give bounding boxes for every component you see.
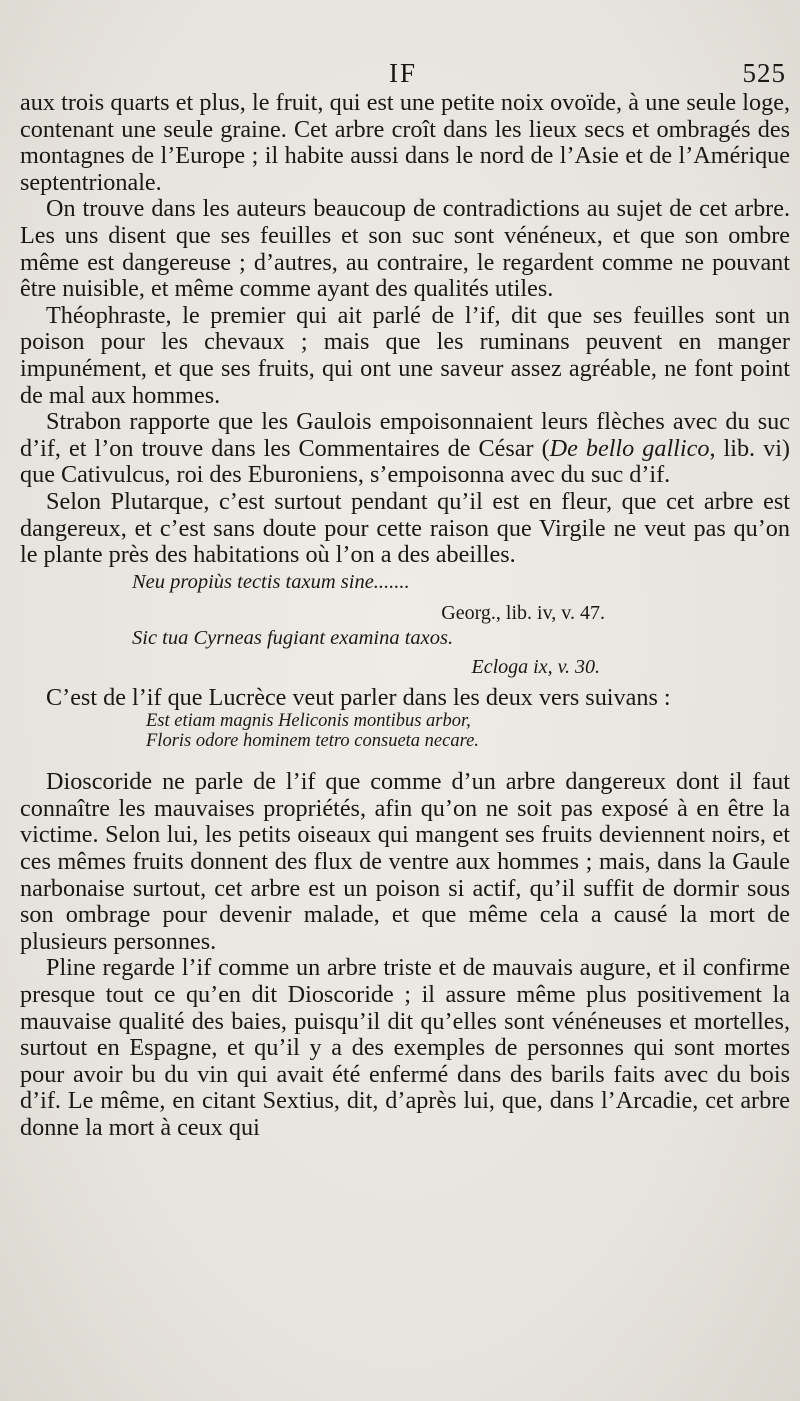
- virgil-quote-eclogues: Sic tua Cyrneas fugiant examina taxos.: [132, 626, 454, 649]
- paragraph-contradictions: On trouve dans les auteurs beaucoup de contradictions au sujet de cet arbre. Les uns disent que ses feuilles et son suc sont vénéneux, et que son ombre même est dangereuse ; d’autres, au contraire, le regardent comme ne pouvant être nuisible, et même comme ayant des qualités utiles.: [20, 195, 790, 303]
- paragraph-continuation: aux trois quarts et plus, le fruit, qui est une petite noix ovoïde, à une seule loge, contenant une seule graine. Cet arbre croît dans les lieux secs et ombragés des montagnes de l’Europe ; il habite aussi dans le nord de l’Asie et de l’Amérique septentrionale.: [20, 89, 790, 196]
- lucretius-verse-1: Est etiam magnis Heliconis montibus arbor,: [146, 711, 471, 732]
- running-title: IF: [388, 58, 417, 88]
- work-title: De bello gallico: [549, 434, 710, 462]
- paragraph-pline: Pline regarde l’if comme un arbre triste et de mauvais augure, et il confirme presque tout ce qu’en dit Dioscoride ; il assure même plus positivement la mauvaise qualité des baies, puisqu’il dit qu’elles sont vénéneuses et mortelles, surtout en Espagne, et qu’il y a des exemples de personnes qui sont mortes pour avoir bu du vin qui avait été enfermé dans des barils faits avec du bois d’if. Le même, en citant Sextius, dit, d’après lui, que, dans l’Arcadie, cet arbre donne la mort à ceux qui: [20, 954, 790, 1141]
- spacer: [20, 751, 790, 769]
- page-number: 525: [742, 58, 786, 88]
- strabon-text-start: Strabon rapporte que les Gaulois empoisonnaient leurs flèches avec du suc d’if, et l’on trouve dans les Commentaires de César (: [20, 408, 790, 462]
- paragraph-theophraste: Théophraste, le premier qui ait parlé de l’if, dit que ses feuilles sont un poison pour les chevaux ; mais que les ruminans peuvent en manger impunément, et que ses fruits, qui ont une saveur assez agréable, ne font point de mal aux hommes.: [20, 301, 790, 409]
- paragraph-plutarque: Selon Plutarque, c’est surtout pendant qu’il est en fleur, que cet arbre est dangereux, et c’est sans doute pour cette raison que Virgile ne veut pas qu’on le plante près des habitations où l’on a des abeilles.: [20, 487, 790, 569]
- paragraph-strabon: [20, 409, 790, 489]
- virgil-quote-georgics-ref: Georg., lib. iv, v. 47.: [441, 601, 605, 624]
- virgil-quote-eclogues-ref: Ecloga ix, v. 30.: [471, 655, 600, 678]
- page-body: [20, 90, 790, 1142]
- paragraph-lucrece: C’est de l’if que Lucrèce veut parler dans les deux vers suivans :: [46, 683, 671, 711]
- paragraph-dioscoride: Dioscoride ne parle de l’if que comme d’un arbre dangereux dont il faut connaître les mauvaises propriétés, afin qu’on ne soit pas exposé à en être la victime. Selon lui, les petits oiseaux qui mangent ses fruits deviennent noirs, et ces mêmes fruits donnent des flux de ventre aux hommes ; mais, dans la Gaule narbonaise surtout, cet arbre est un poison si actif, qu’il suffit de dormir sous son ombrage pour devenir malade, et que même cela a causé la mort de plusieurs personnes.: [20, 768, 790, 955]
- lucretius-verse-2: Floris odore hominem tetro consueta necare.: [146, 731, 479, 752]
- strabon-text-end: , lib. vi) que Cativulcus, roi des Eburoniens, s’empoisonna avec du suc d’if.: [20, 434, 790, 489]
- virgil-quote-georgics: Neu propiùs tectis taxum sine.......: [132, 570, 410, 593]
